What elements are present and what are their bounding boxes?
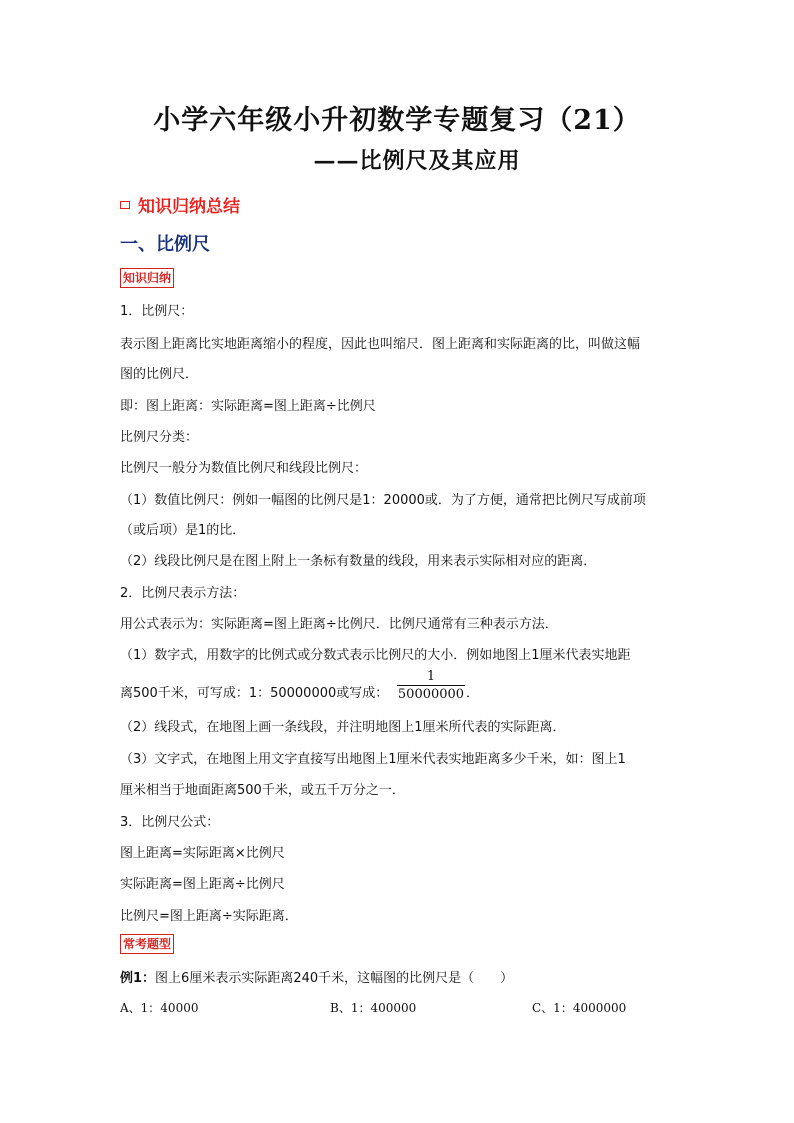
- text-line: （2）线段式，在地图上画一条线段，并注明地图上1厘米所代表的实际距离．: [120, 720, 566, 735]
- text-line: 厘米相当于地面距离500千米，或五千万分之一．: [120, 783, 405, 798]
- tag-knowledge: 知识归纳: [120, 268, 174, 288]
- tag-common-questions: 常考题型: [120, 934, 174, 954]
- section-heading-scale: 一、比例尺: [120, 234, 210, 255]
- text-line: 表示图上距离比实地距离缩小的程度，因此也叫缩尺．图上距离和实际距离的比，叫做这幅: [120, 337, 641, 352]
- text-line: （3）文字式，在地图上用文字直接写出地图上1厘米代表实地距离多少千米，如：图上1: [120, 752, 626, 767]
- choice-a: A、1：40000: [120, 1001, 199, 1015]
- section-heading-summary-text: 知识归纳总结: [138, 197, 240, 217]
- text-line: 3．比例尺公式：: [120, 815, 220, 830]
- text-line: （或后项）是1的比．: [120, 523, 246, 538]
- text-line: 图上距离=实际距离×比例尺: [120, 846, 285, 861]
- example-text: 图上6厘米表示实际距离240千米，这幅图的比例尺是（ ）: [155, 971, 514, 986]
- text-line: 1．比例尺：: [120, 304, 194, 319]
- fraction: [397, 669, 465, 702]
- text-line: （1）数字式，用数字的比例式或分数式表示比例尺的大小．例如地图上1厘米代表实地距: [120, 648, 631, 663]
- text-line: 2．比例尺表示方法：: [120, 586, 246, 601]
- text-line-end: ．: [466, 686, 480, 701]
- text-line: （2）线段比例尺是在图上附上一条标有数量的线段，用来表示实际相对应的距离．: [120, 554, 597, 569]
- text-line: （1）数值比例尺：例如一幅图的比例尺是1：20000或．为了方便，通常把比例尺写成前项: [120, 493, 646, 508]
- text-line: 比例尺=图上距离÷实际距离．: [120, 909, 298, 924]
- page-subtitle: ——比例尺及其应用: [313, 148, 521, 174]
- example-question: [120, 967, 513, 986]
- section-marker-icon: [120, 201, 130, 209]
- text-line: 用公式表示为：实际距离=图上距离÷比例尺．比例尺通常有三种表示方法．: [120, 617, 558, 632]
- text-line: 图的比例尺．: [120, 367, 199, 382]
- choice-c: C、1：4000000: [532, 1001, 627, 1015]
- text-line: 比例尺一般分为数值比例尺和线段比例尺：: [120, 461, 368, 476]
- text-line: 离500千米，可写成：1：50000000或写成：: [120, 686, 389, 701]
- example-label: 例1：: [120, 971, 156, 986]
- text-line: 即：图上距离：实际距离=图上距离÷比例尺: [120, 399, 376, 414]
- page-title: 小学六年级小升初数学专题复习（21）: [153, 105, 641, 136]
- fraction-bar: [397, 685, 465, 686]
- choice-b: B、1：400000: [330, 1001, 417, 1015]
- section-heading-summary: [120, 192, 240, 217]
- fraction-denominator: 50000000: [397, 687, 465, 702]
- text-line: 实际距离=图上距离÷比例尺: [120, 877, 285, 892]
- fraction-numerator: 1: [426, 669, 436, 684]
- text-line: 比例尺分类：: [120, 430, 199, 445]
